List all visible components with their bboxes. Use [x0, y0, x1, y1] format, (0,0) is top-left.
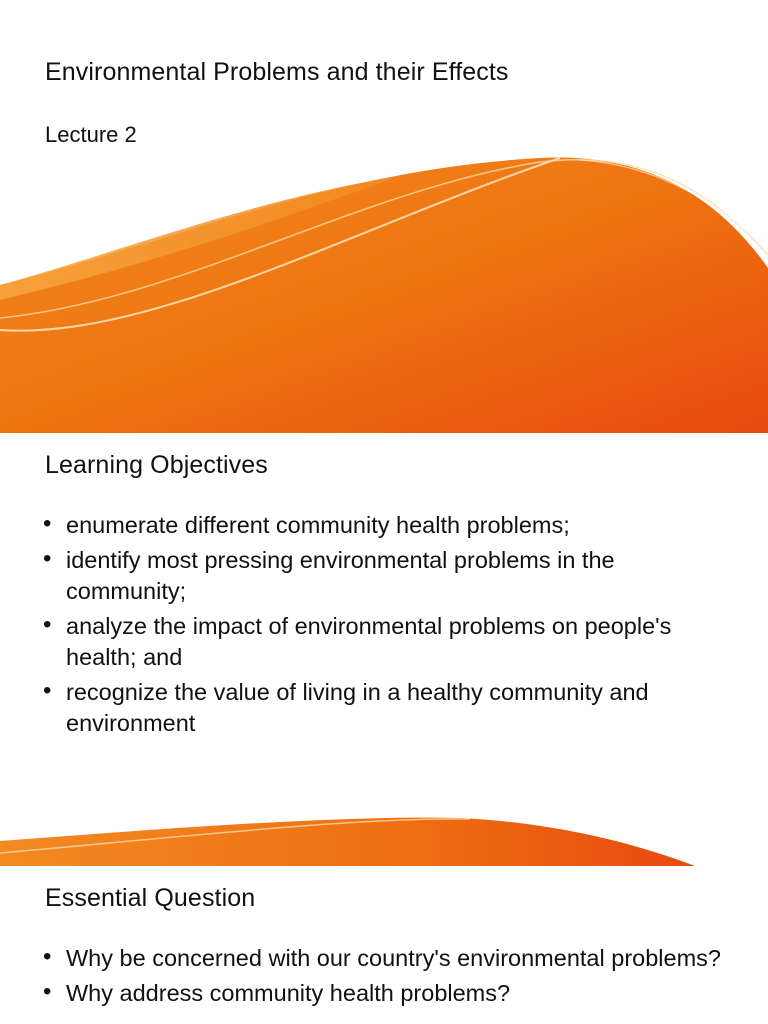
objectives-slide — [0, 433, 768, 866]
list-item: • enumerate different community health problems; — [43, 510, 733, 541]
questions-list — [43, 943, 733, 1013]
orange-wave-graphic — [0, 0, 768, 433]
slide-title: Essential Question — [45, 884, 256, 912]
list-item: • Why be concerned with our country's environmental problems? — [43, 943, 733, 974]
list-item: • identify most pressing environmental problems in the community; — [43, 545, 733, 607]
list-item: • analyze the impact of environmental problems on people's health; and — [43, 611, 733, 673]
orange-wave-footer — [0, 433, 768, 866]
title-slide — [0, 0, 768, 433]
list-item: • Why address community health problems? — [43, 978, 733, 1009]
question-slide — [0, 866, 768, 1024]
list-item: • recognize the value of living in a healthy community and environment — [43, 677, 733, 739]
slide-title: Environmental Problems and their Effects — [45, 58, 509, 86]
slide-subtitle: Lecture 2 — [45, 122, 137, 147]
slide-title: Learning Objectives — [45, 451, 268, 479]
